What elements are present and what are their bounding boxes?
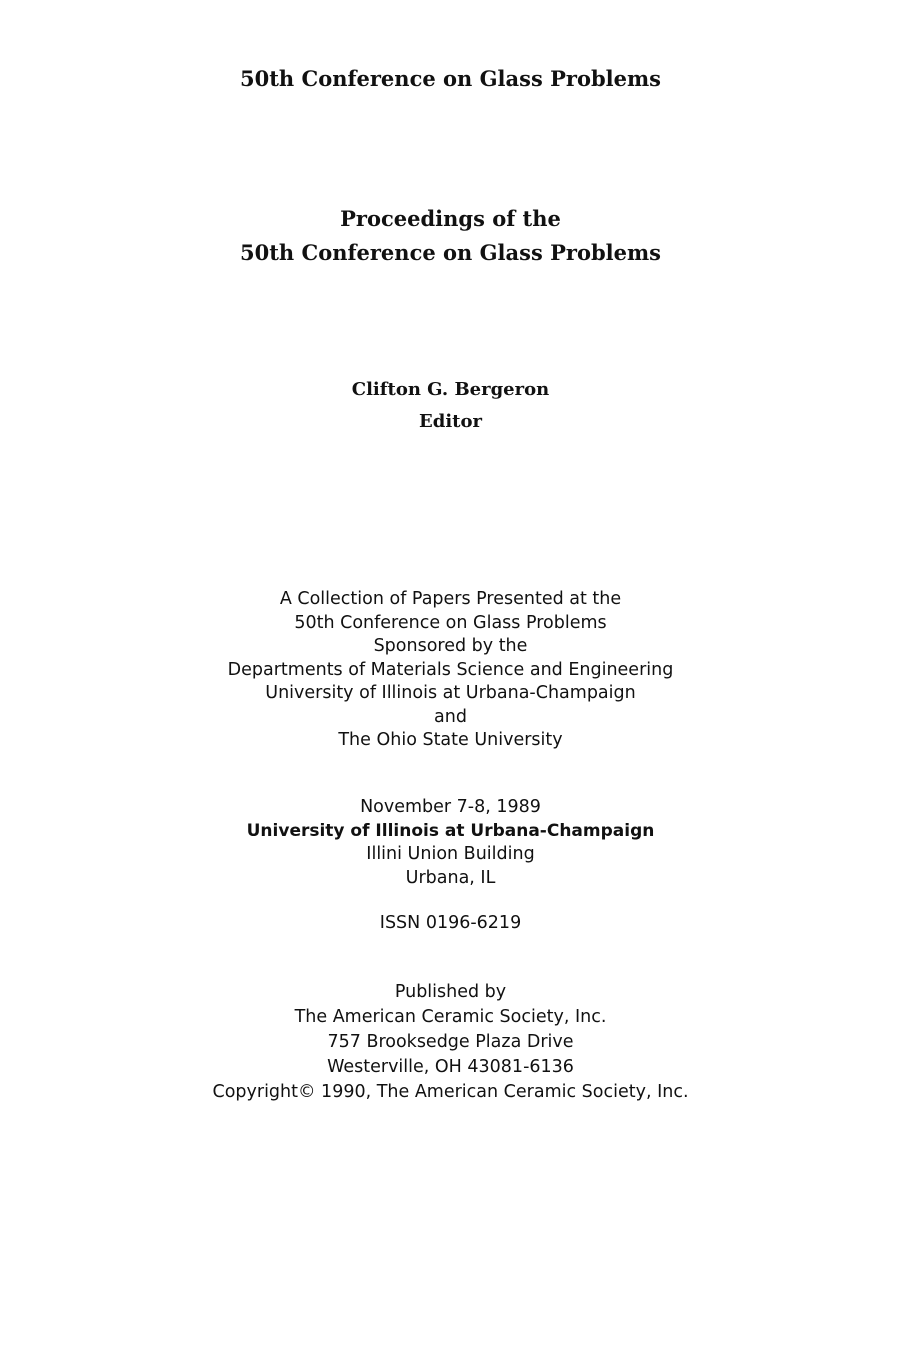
event-venue: University of Illinois at Urbana-Champaign	[246, 820, 655, 841]
issn-block	[0, 911, 901, 935]
copyright-notice: Copyright© 1990, The American Ceramic Society, Inc.	[212, 1082, 689, 1102]
editor-block	[0, 374, 901, 438]
proceedings-title-line-1: Proceedings of the	[340, 206, 561, 231]
collection-line-2: 50th Conference on Glass Problems	[294, 612, 607, 633]
publisher-block	[0, 980, 901, 1105]
publisher-street: 757 Brooksedge Plaza Drive	[327, 1032, 574, 1052]
collection-line-5: University of Illinois at Urbana-Champaign	[265, 683, 636, 703]
editor-name: Clifton G. Bergeron	[351, 379, 550, 400]
publisher-name: The American Ceramic Society, Inc.	[294, 1007, 607, 1027]
event-date: November 7-8, 1989	[360, 797, 541, 817]
publisher-city: Westerville, OH 43081-6136	[327, 1057, 574, 1077]
proceedings-title-line-2: 50th Conference on Glass Problems	[239, 240, 662, 265]
event-city: Urbana, IL	[405, 867, 496, 888]
event-building: Illini Union Building	[366, 844, 535, 864]
published-by-label: Published by	[394, 982, 507, 1002]
collection-line-3: Sponsored by the	[373, 636, 528, 656]
collection-line-4: Departments of Materials Science and Engineering	[227, 659, 674, 680]
collection-description	[0, 588, 901, 753]
issn: ISSN 0196-6219	[379, 913, 522, 933]
event-details	[0, 796, 901, 890]
series-title-block	[0, 64, 901, 94]
series-title: 50th Conference on Glass Problems	[239, 66, 662, 91]
collection-line-6: and	[434, 706, 467, 727]
collection-line-7: The Ohio State University	[338, 730, 563, 750]
collection-line-1: A Collection of Papers Presented at the	[279, 589, 622, 609]
editor-role: Editor	[419, 411, 482, 432]
proceedings-title-block	[0, 202, 901, 270]
